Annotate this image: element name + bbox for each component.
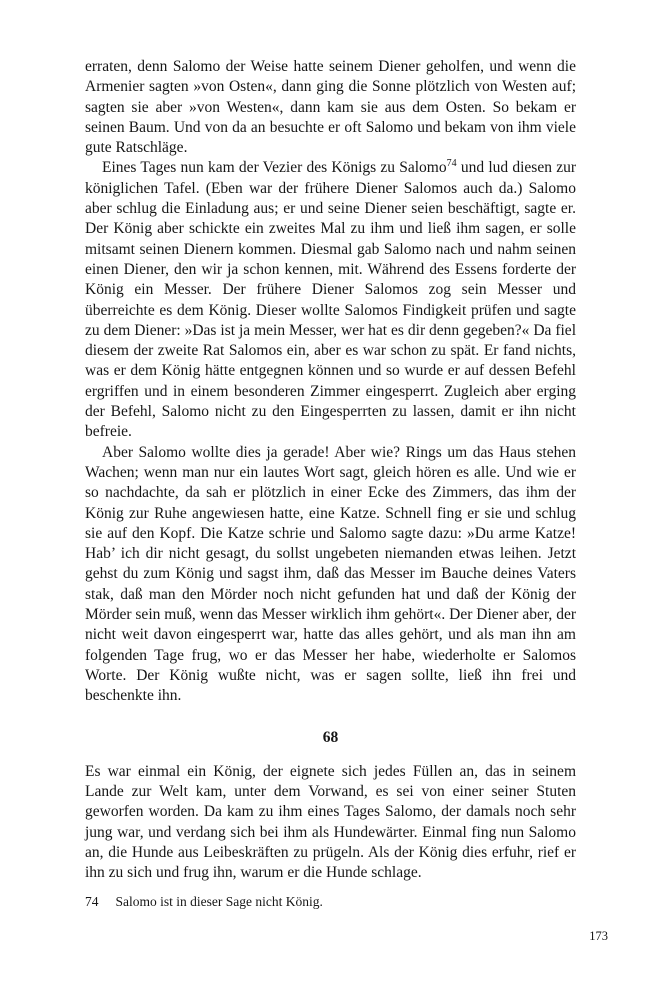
- paragraph: Aber Salomo wollte dies ja gerade! Aber wie? Rings um das Haus stehen Wachen; wenn man nur ein lautes Wort sagt, gleich hören es alle. Und wie er so nachdachte, da sah er plötzlich in einer Ecke des Zimmers, das ihm der König zur Ruhe angewiesen hatte, eine Katze. Schnell fing er sie und schlug sie auf den Kopf. Die Katze schrie und Salomo sagte dazu: »Du arme Katze! Hab’ ich dir nicht gesagt, du sollst ungebeten niemanden etwas leihen. Jetzt gehst du zum König und sagst ihm, daß das Messer im Bauche deines Vaters stak, daß man den Mörder noch nicht gefunden hat und daß der König der Mörder sein muß, wenn das Messer wirklich ihm gehört«. Der Diener aber, der nicht weit davon eingesperrt war, hatte das alles gehört, und als man ihn am folgenden Tage frug, wo er das Messer her habe, wiederholte er Salomos Worte. Der König wußte nicht, was er sagen sollte, ließ ihn frei und beschenkte ihn.: [85, 443, 576, 705]
- page-number: 173: [589, 929, 608, 943]
- footnote-text: Salomo ist in dieser Sage nicht König.: [115, 894, 323, 909]
- paragraph-text: und lud diesen zur königlichen Tafel. (Eben war der frühere Diener Salomos auch da.) Salomo aber schlug die Einladung aus; er und seine Diener seien beschäftigt, sagte er. Der König aber schickte ein zweites Mal zu ihm und ließ ihm sagen, er solle mitsamt seinen Dienern kommen. Diesmal gab Salomo nach und nahm seinen einen Diener, den wir ja schon kennen, mit. Während des Essens forderte der König ein Messer. Der frühere Diener Salomos zog sein Messer und überreichte es dem König. Dieser wollte Salomos Findigkeit prüfen und sagte zu dem Diener: »Das ist ja mein Messer, wer hat es dir denn gegeben?« Da fiel diesem der zweite Rat Salomos ein, aber es war schon zu spät. Er fand nichts, was er dem König hätte entgegnen können und so wurde er auf dessen Befehl ergriffen und in einem besonderen Zimmer eingesperrt. Zugleich aber erging der Befehl, Salomo nicht zu den Eingesperrten zu lassen, damit er ihn nicht befreie.: [85, 159, 576, 441]
- paragraph-text: Eines Tages nun kam der Vezier des Königs zu Salomo: [102, 159, 447, 177]
- footnote: [85, 893, 576, 911]
- text-block: [85, 57, 576, 884]
- footnote-number: 74: [85, 894, 99, 909]
- section-heading: 68: [322, 728, 339, 746]
- paragraph: [85, 158, 576, 442]
- paragraph-continuation: erraten, denn Salomo der Weise hatte seinem Diener geholfen, und wenn die Armenier sagten »von Osten«, dann ging die Sonne plötzlich von Westen auf; sagten sie aber »von Westen«, dann kam sie aus dem Osten. So bekam er seinen Baum. Und von da an besuchte er oft Salomo und bekam von ihm viele gute Ratschläge.: [85, 58, 576, 157]
- paragraph: Es war einmal ein König, der eignete sich jedes Füllen an, das in seinem Lande zur Welt kam, unter dem Vorwand, es sei von einer seiner Stuten geworfen worden. Da kam zu ihm eines Tages Salomo, der damals noch sehr jung war, und verdang sich bei ihm als Hundewärter. Einmal fing nun Salomo an, die Hunde aus Leibeskräften zu prügeln. Als der König dies erfuhr, rief er ihn zu sich und frug ihn, warum er die Hunde schlage.: [85, 762, 576, 882]
- footnote-marker: 74: [446, 158, 457, 170]
